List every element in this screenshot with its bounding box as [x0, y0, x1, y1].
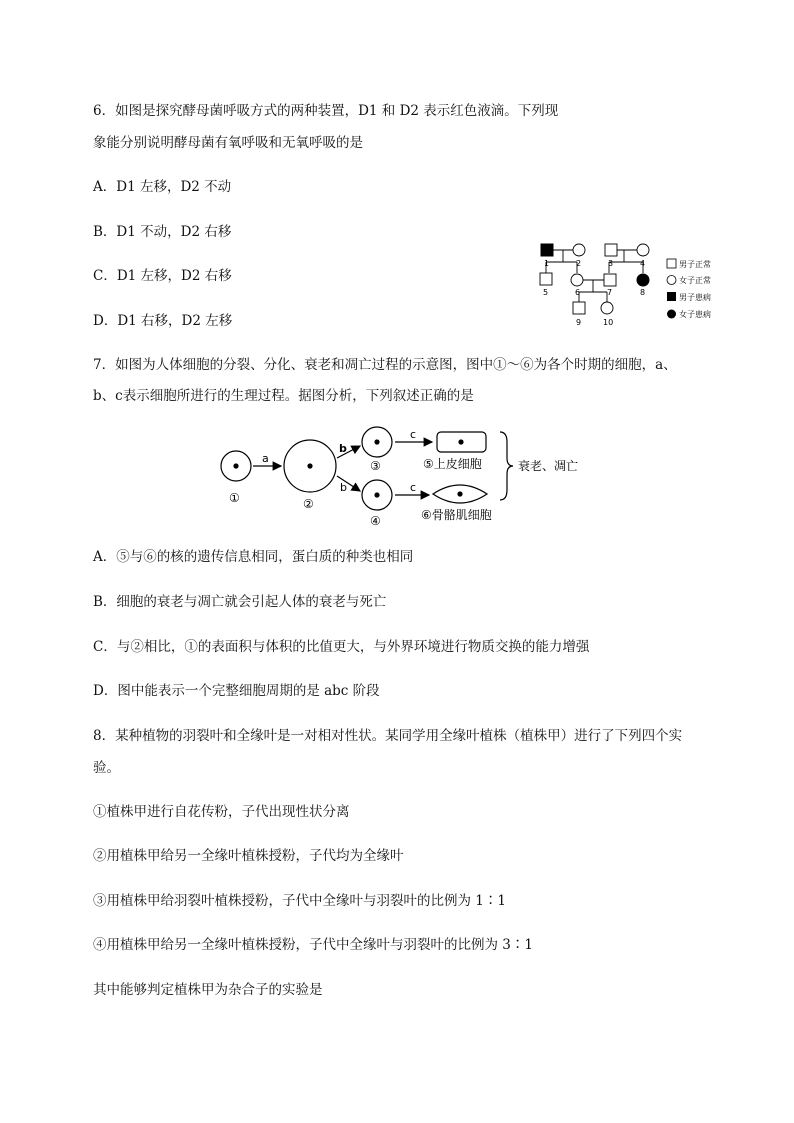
pedigree-individual-4	[637, 244, 649, 256]
pedigree-number: 7	[607, 288, 613, 297]
pedigree-number: 4	[640, 259, 646, 268]
pedigree-number: 9	[576, 318, 582, 327]
cell-process-diagram	[215, 422, 595, 532]
q8-stem-line2: 验。	[93, 760, 120, 776]
label-cell-3: ③	[370, 459, 381, 473]
q6-option-c: C．D1 左移，D2 右移	[93, 268, 232, 284]
label-cell-6: ⑥骨骼肌细胞	[421, 508, 492, 522]
q7-stem-line1: 7．如图为人体细胞的分裂、分化、衰老和凋亡过程的示意图，图中①～⑥为各个时期的细胞，a、	[93, 357, 677, 373]
label-cell-4: ④	[370, 514, 381, 528]
label-c-top: c	[410, 428, 417, 441]
q7-option-c: C．与②相比，①的表面积与体积的比值更大，与外界环境进行物质交换的能力增强	[93, 639, 590, 655]
q7-option-d: D．图中能表示一个完整细胞周期的是 abc 阶段	[93, 683, 380, 699]
legend-female-normal-icon	[667, 276, 676, 285]
legend-female-affected: 女子患病	[679, 310, 711, 319]
label-a: a	[262, 452, 269, 465]
legend-male-affected: 男子患病	[679, 293, 711, 302]
legend-male-affected-icon	[667, 292, 676, 301]
q7-option-a: A．⑤与⑥的核的遗传信息相同，蛋白质的种类也相同	[93, 549, 414, 565]
pedigree-individual-5	[540, 273, 552, 285]
legend-male-normal: 男子正常	[679, 260, 711, 269]
legend-female-affected-icon	[667, 310, 676, 319]
pedigree-number: 10	[603, 318, 614, 327]
q8-experiment-3: ③用植株甲给羽裂叶植株授粉，子代中全缘叶与羽裂叶的比例为 1∶1	[93, 893, 506, 909]
pedigree-individual-9	[573, 302, 585, 314]
q8-experiment-2: ②用植株甲给另一全缘叶植株授粉，子代均为全缘叶	[93, 848, 404, 864]
pedigree-number: 1	[544, 259, 550, 268]
pedigree-number: 3	[608, 259, 614, 268]
q7-option-b: B．细胞的衰老与凋亡就会引起人体的衰老与死亡	[93, 594, 387, 610]
pedigree-individual-1	[541, 244, 553, 256]
pedigree-number: 2	[576, 259, 582, 268]
pedigree-diagram	[535, 238, 735, 328]
pedigree-individual-7	[604, 274, 616, 286]
pedigree-individual-2	[573, 244, 585, 256]
q6-option-d: D．D1 右移，D2 左移	[93, 313, 233, 329]
q8-stem-line1: 8．某种植物的羽裂叶和全缘叶是一对相对性状。某同学用全缘叶植株（植株甲）进行了下列四个实	[93, 728, 683, 744]
label-senescence: 衰老、凋亡	[518, 459, 579, 473]
q8-question: 其中能够判定植株甲为杂合子的实验是	[93, 982, 323, 998]
pedigree-individual-10	[601, 302, 613, 314]
label-cell-2: ②	[303, 497, 314, 511]
label-cell-1: ①	[229, 491, 240, 505]
pedigree-individual-6	[571, 274, 583, 286]
q6-stem-line2: 象能分别说明酵母菌有氧呼吸和无氧呼吸的是	[93, 135, 363, 151]
q6-option-a: A．D1 左移，D2 不动	[93, 179, 232, 195]
pedigree-number: 5	[543, 288, 549, 297]
label-b-bottom: b	[340, 481, 347, 494]
pedigree-individual-3	[605, 244, 617, 256]
pedigree-individual-8	[637, 274, 649, 286]
bracket	[500, 432, 513, 500]
legend-male-normal-icon	[667, 259, 676, 268]
label-c-bottom: c	[410, 481, 417, 494]
q6-stem-line1: 6．如图是探究酵母菌呼吸方式的两种装置，D1 和 D2 表示红色液滴。下列现	[93, 103, 559, 119]
q8-experiment-1: ①植株甲进行自花传粉，子代出现性状分离	[93, 804, 350, 820]
pedigree-number: 8	[640, 288, 646, 297]
label-b-top: b	[339, 442, 347, 455]
q7-stem-line2: b、c表示细胞所进行的生理过程。据图分析，下列叙述正确的是	[93, 388, 474, 404]
legend-female-normal: 女子正常	[679, 276, 711, 285]
pedigree-number: 6	[575, 288, 581, 297]
label-cell-5: ⑤上皮细胞	[423, 457, 482, 471]
q8-experiment-4: ④用植株甲给另一全缘叶植株授粉，子代中全缘叶与羽裂叶的比例为 3∶1	[93, 937, 533, 953]
q6-option-b: B．D1 不动，D2 右移	[93, 224, 232, 240]
